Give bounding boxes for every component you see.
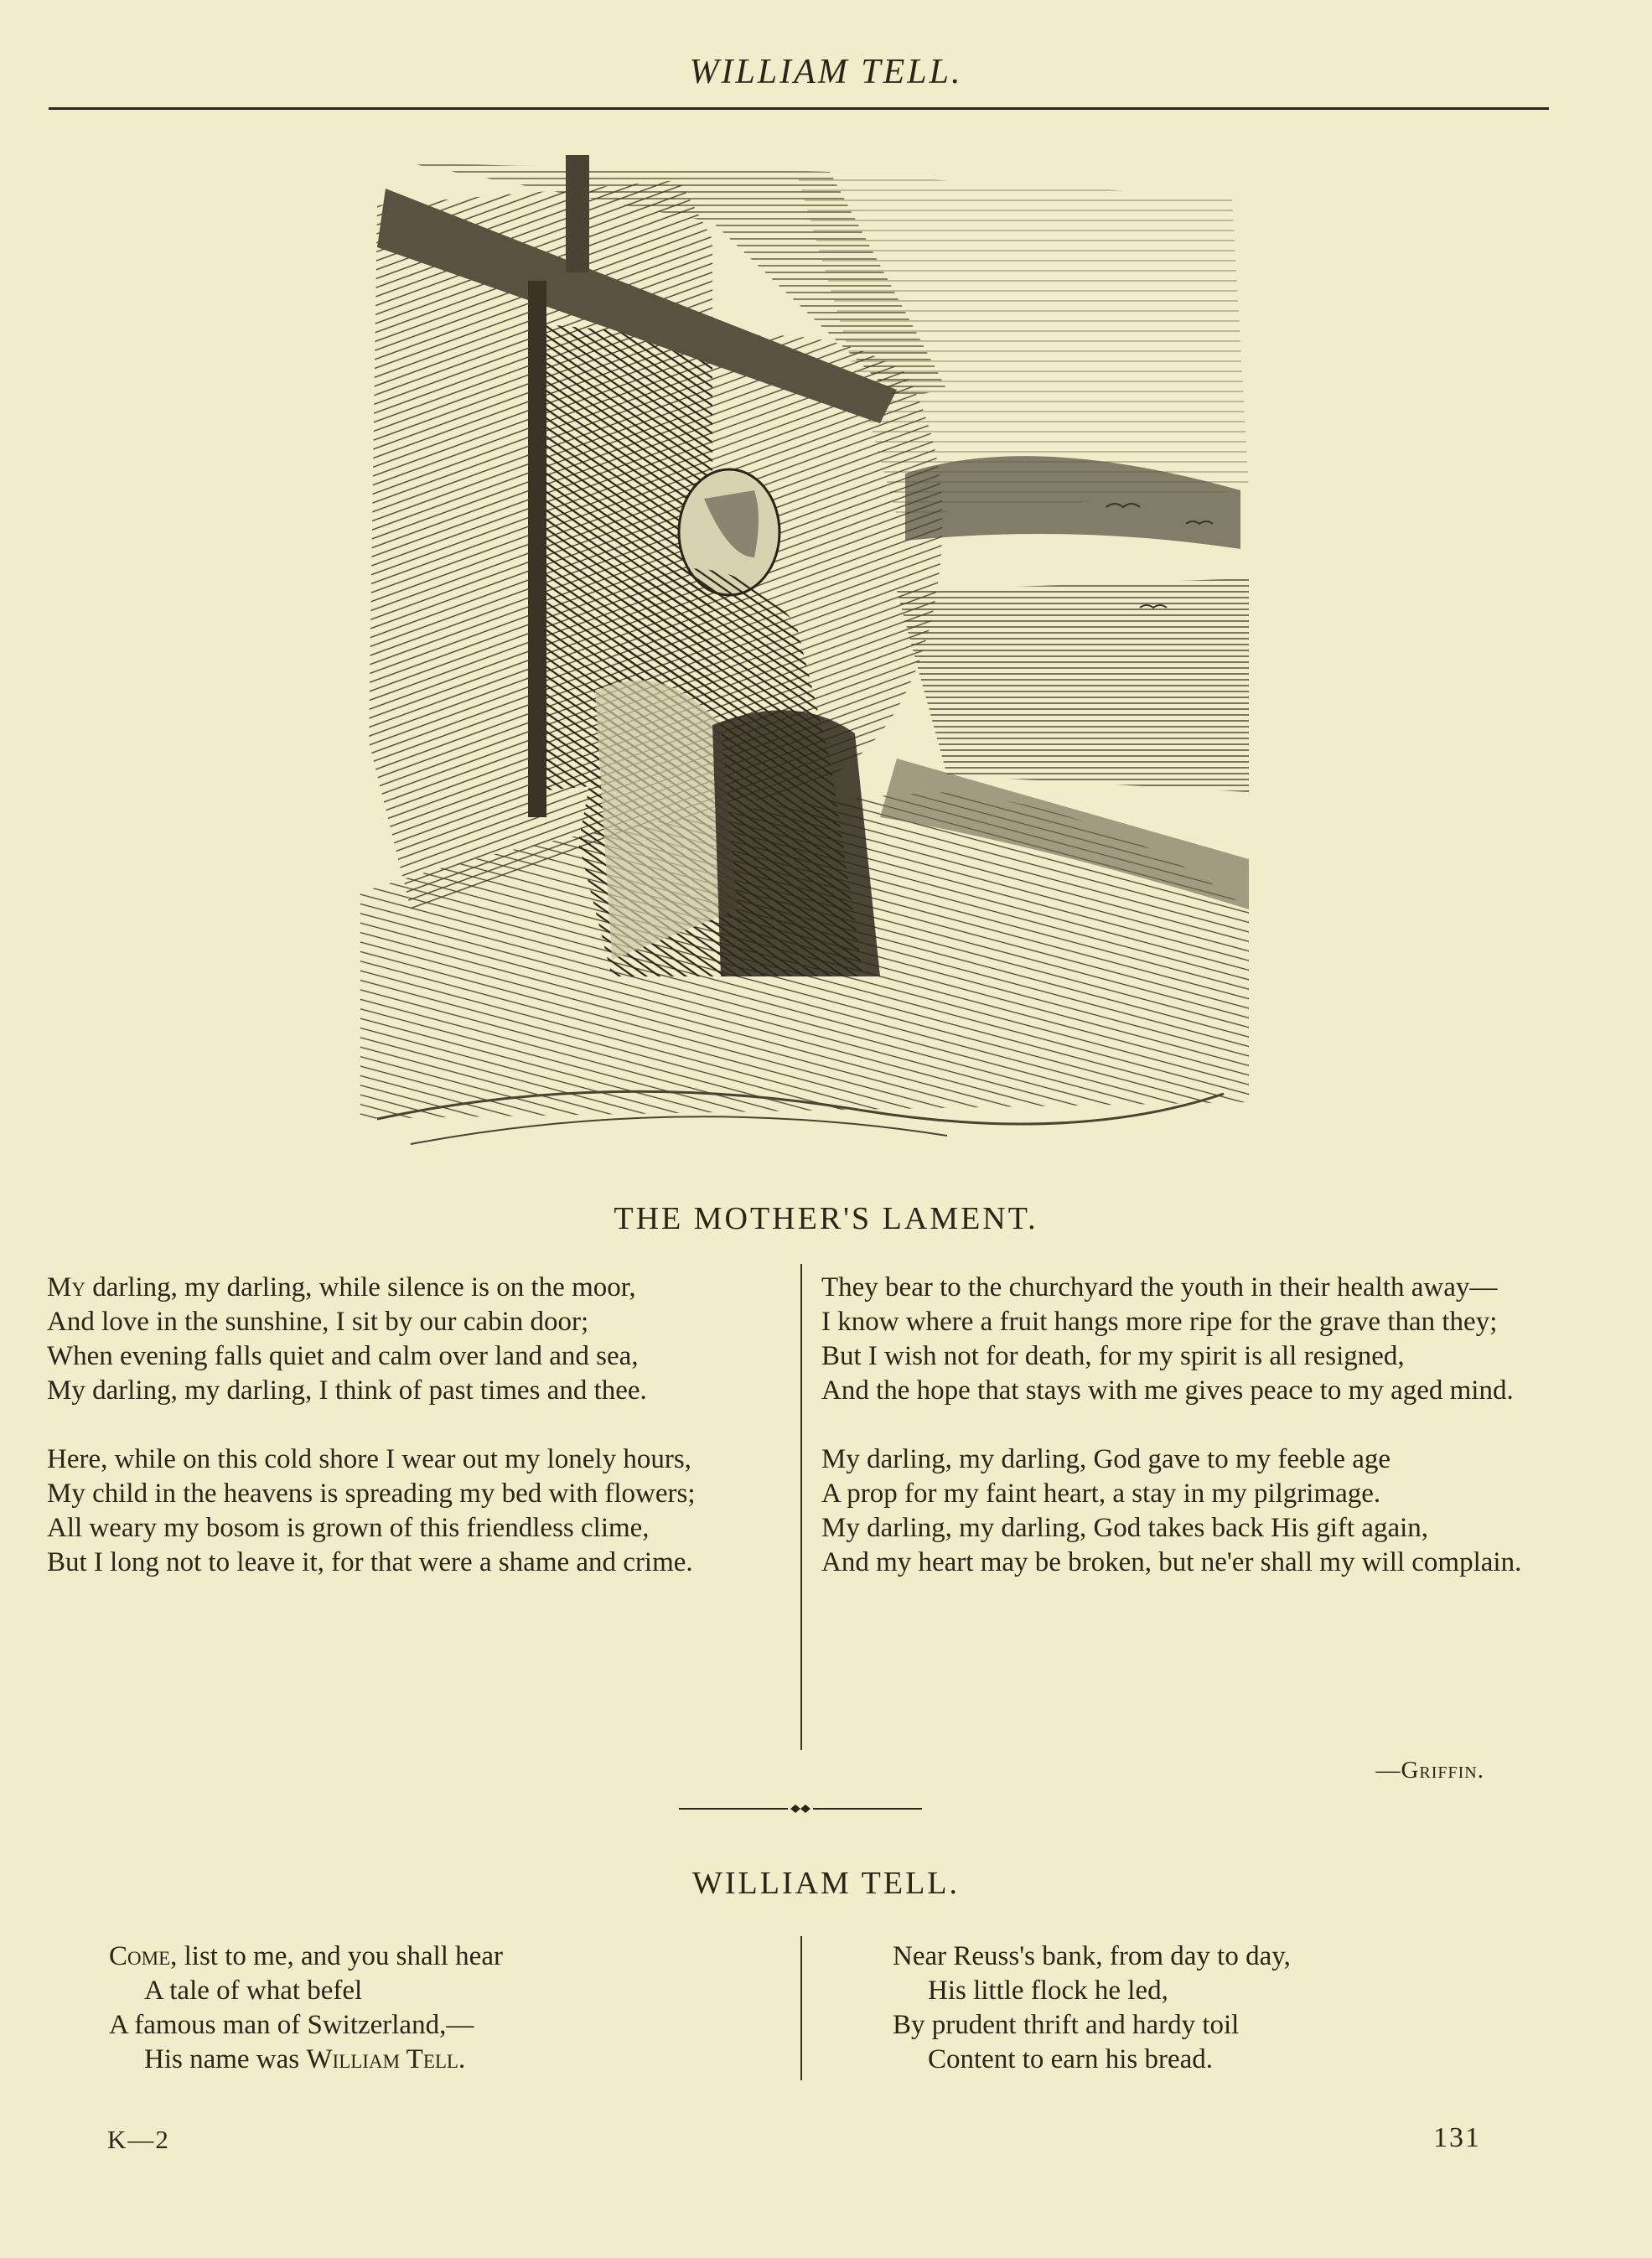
verse-line: Content to earn his bread. bbox=[928, 2044, 1213, 2074]
column-divider bbox=[800, 1264, 802, 1750]
signature-mark: K—2 bbox=[107, 2125, 170, 2154]
poem1-column-right bbox=[821, 1271, 1557, 1580]
verse-line: His little flock he led, bbox=[928, 1976, 1168, 2006]
section-ornament-divider bbox=[679, 1800, 922, 1817]
verse-line: Come, list to me, and you shall hear bbox=[109, 1941, 503, 1971]
verse-line: My darling, my darling, while silence is on the moor, bbox=[47, 1272, 636, 1302]
verse-line: My darling, my darling, God gave to my feeble age bbox=[821, 1444, 1391, 1474]
poem1-stanza bbox=[47, 1271, 781, 1408]
verse-line: A tale of what befel bbox=[144, 1976, 363, 2006]
verse-line: My child in the heavens is spreading my bed with flowers; bbox=[47, 1479, 696, 1509]
page-number: 131 bbox=[1433, 2122, 1481, 2153]
verse-line: A famous man of Switzerland,— bbox=[109, 2010, 474, 2040]
verse-line: I know where a fruit hangs more ripe for the grave than they; bbox=[821, 1307, 1498, 1337]
verse-line: His name was William Tell. bbox=[144, 2044, 466, 2074]
poem1-stanza bbox=[821, 1271, 1557, 1408]
verse-line: But I wish not for death, for my spirit is all resigned, bbox=[821, 1341, 1405, 1371]
header-rule bbox=[49, 107, 1549, 110]
poem1-stanza bbox=[47, 1442, 781, 1580]
verse-line: My darling, my darling, God takes back His gift again, bbox=[821, 1513, 1429, 1543]
running-head: WILLIAM TELL. bbox=[689, 53, 963, 91]
poem-title-william-tell: WILLIAM TELL. bbox=[692, 1866, 960, 1901]
verse-line: And my heart may be broken, but ne'er shall my will complain. bbox=[821, 1547, 1522, 1577]
verse-line: All weary my bosom is grown of this friendless clime, bbox=[47, 1513, 650, 1543]
verse-line: They bear to the churchyard the youth in their health away— bbox=[821, 1272, 1498, 1302]
verse-line: And the hope that stays with me gives peace to my aged mind. bbox=[821, 1375, 1514, 1406]
column-divider bbox=[800, 1936, 802, 2080]
poem-title-mothers-lament: THE MOTHER'S LAMENT. bbox=[614, 1201, 1038, 1236]
verse-line: Here, while on this cold shore I wear out my lonely hours, bbox=[47, 1444, 691, 1474]
verse-line: By prudent thrift and hardy toil bbox=[893, 2010, 1240, 2040]
verse-line: When evening falls quiet and calm over land and sea, bbox=[47, 1341, 639, 1371]
engraving-illustration bbox=[360, 155, 1257, 1169]
poem2-column-left bbox=[109, 1939, 746, 2077]
verse-line: And love in the sunshine, I sit by our cabin door; bbox=[47, 1307, 589, 1337]
verse-line: A prop for my faint heart, a stay in my pilgrimage. bbox=[821, 1479, 1381, 1509]
poem2-column-right bbox=[893, 1939, 1530, 2077]
poem1-column-left bbox=[47, 1271, 781, 1580]
verse-line: But I long not to leave it, for that were a shame and crime. bbox=[47, 1547, 693, 1577]
poem1-stanza bbox=[821, 1442, 1557, 1580]
verse-line: Near Reuss's bank, from day to day, bbox=[893, 1941, 1291, 1971]
poem-attribution: —Griffin. bbox=[1375, 1757, 1484, 1784]
verse-line: My darling, my darling, I think of past times and thee. bbox=[47, 1375, 647, 1406]
